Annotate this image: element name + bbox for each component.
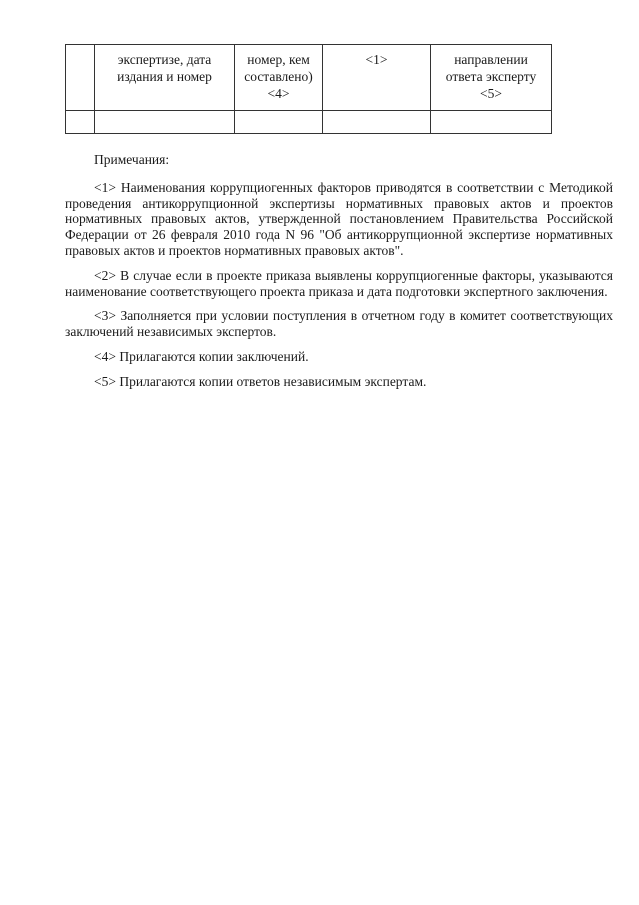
- report-table: [65, 44, 552, 134]
- table-cell: [66, 45, 95, 111]
- table-cell: номер, кем составлено) <4>: [235, 45, 323, 111]
- table-row: [66, 111, 552, 134]
- table-cell: экспертизе, дата издания и номер: [95, 45, 235, 111]
- table-cell: <1>: [323, 45, 431, 111]
- table-cell: [66, 111, 95, 134]
- note-3: <3> Заполняется при условии поступления в отчетном году в комитет соответствующих заключений независимых экспертов.: [65, 308, 613, 340]
- table-cell: [235, 111, 323, 134]
- note-1: <1> Наименования коррупциогенных факторов приводятся в соответствии с Методикой проведения антикоррупционной экспертизы нормативных правовых актов и проектов нормативных правовых актов, утвержденной постановлением Правительства Российской Федерации от 26 февраля 2010 года N 96 "Об антикоррупционной экспертизе нормативных правовых актов и проектов нормативных правовых актов".: [65, 179, 613, 258]
- table-cell: направлении ответа эксперту <5>: [431, 45, 552, 111]
- notes-title: Примечания:: [94, 152, 170, 167]
- note-2: <2> В случае если в проекте приказа выявлены коррупциогенные факторы, указываются наименование соответствующего проекта приказа и дата подготовки экспертного заключения.: [65, 267, 613, 299]
- note-5: <5> Прилагаются копии ответов независимым экспертам.: [94, 373, 427, 389]
- note-4: <4> Прилагаются копии заключений.: [94, 348, 309, 364]
- table-cell: [323, 111, 431, 134]
- table-row: [66, 45, 552, 111]
- table-cell: [95, 111, 235, 134]
- notes-section: [65, 152, 613, 390]
- table-cell: [431, 111, 552, 134]
